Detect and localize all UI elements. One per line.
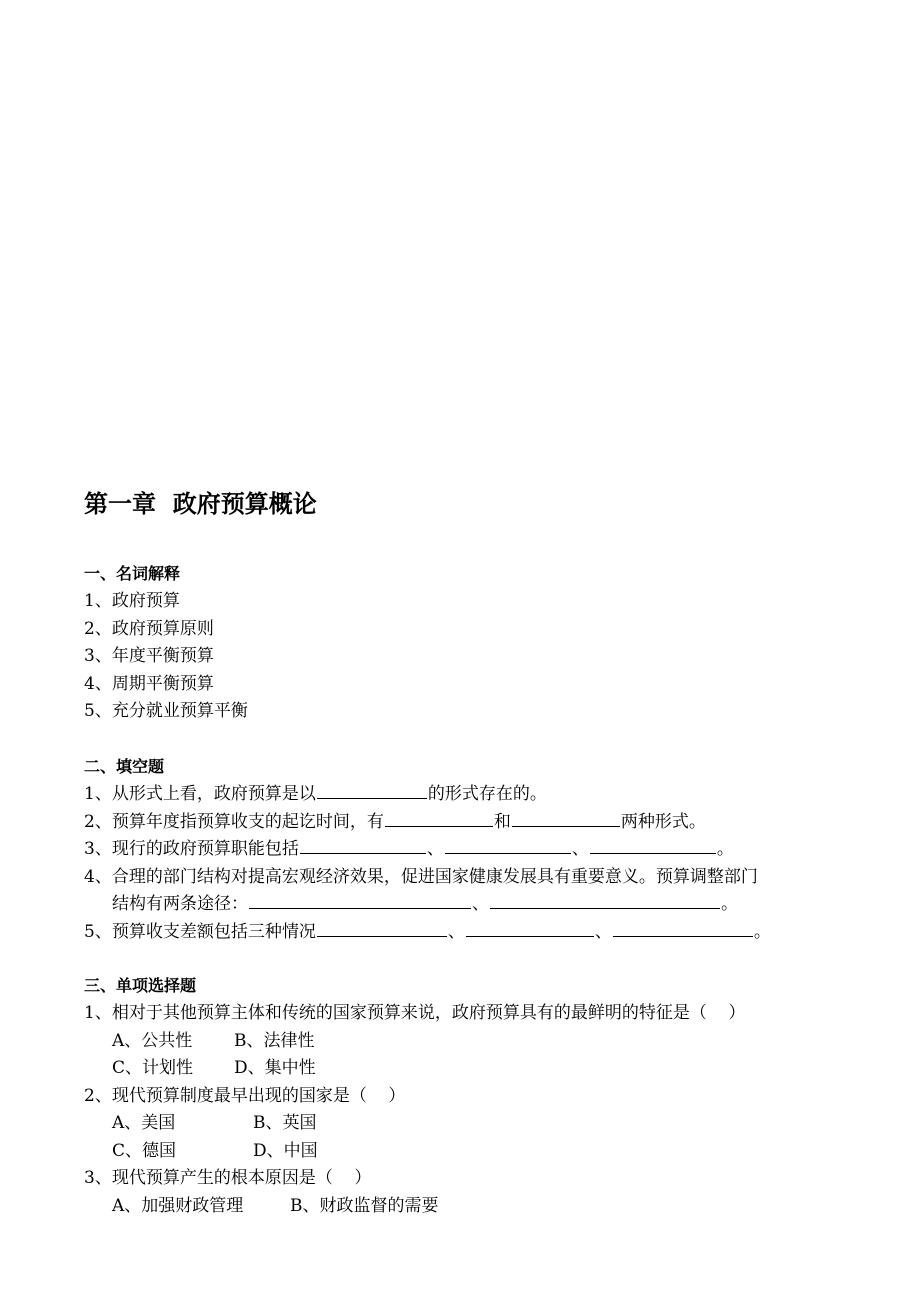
options-row	[112, 1028, 315, 1054]
term-item: 5、充分就业预算平衡	[84, 701, 248, 721]
answer-blank[interactable]	[300, 836, 426, 854]
section-heading-terms: 一、名词解释	[84, 564, 181, 583]
answer-blank[interactable]	[512, 809, 620, 827]
option-a[interactable]: A、美国	[112, 1113, 176, 1133]
question-text: 1、从形式上看，政府预算是以	[84, 784, 316, 804]
separator: 、	[594, 922, 612, 942]
option-d[interactable]: D、集中性	[234, 1058, 316, 1078]
term-item: 4、周期平衡预算	[84, 674, 214, 694]
separator: 、	[426, 839, 444, 859]
options-row	[112, 1193, 439, 1219]
option-b[interactable]: B、英国	[253, 1113, 317, 1133]
fill-question-2	[84, 809, 706, 835]
options-row	[112, 1110, 317, 1136]
choice-question-1: 1、相对于其他预算主体和传统的国家预算来说，政府预算具有的最鲜明的特征是（ ）	[84, 1003, 746, 1023]
separator: 、	[472, 894, 489, 914]
question-text: 。	[716, 839, 734, 859]
question-text: 两种形式。	[620, 812, 706, 832]
separator: 、	[447, 922, 465, 942]
options-row	[112, 1055, 316, 1081]
option-b[interactable]: B、法律性	[234, 1031, 315, 1051]
fill-question-5	[84, 919, 771, 945]
section-heading-single-choice: 三、单项选择题	[84, 976, 197, 995]
question-text: 5、预算收支差额包括三种情况	[84, 922, 316, 942]
answer-blank[interactable]	[385, 809, 493, 827]
option-c[interactable]: C、德国	[112, 1141, 177, 1161]
answer-blank[interactable]	[249, 891, 471, 909]
term-item: 3、年度平衡预算	[84, 646, 214, 666]
fill-question-4-line1: 4、合理的部门结构对提高宏观经济效果，促进国家健康发展具有重要意义。预算调整部门	[84, 867, 758, 887]
answer-blank[interactable]	[445, 836, 571, 854]
fill-question-3	[84, 836, 734, 862]
question-text: 和	[493, 812, 511, 832]
answer-blank[interactable]	[466, 919, 594, 937]
fill-question-1	[84, 781, 547, 807]
answer-blank[interactable]	[590, 836, 716, 854]
choice-question-2: 2、现代预算制度最早出现的国家是（ ）	[84, 1086, 406, 1106]
answer-blank[interactable]	[317, 919, 447, 937]
option-a[interactable]: A、加强财政管理	[112, 1196, 244, 1216]
question-text: 的形式存在的。	[427, 784, 547, 804]
options-row	[112, 1138, 318, 1164]
answer-blank[interactable]	[490, 891, 720, 909]
answer-blank[interactable]	[613, 919, 753, 937]
chapter-title: 第一章 政府预算概论	[84, 490, 317, 518]
question-text: 结构有两条途径：	[112, 894, 248, 914]
choice-question-3: 3、现代预算产生的根本原因是（ ）	[84, 1168, 372, 1188]
term-item: 1、政府预算	[84, 591, 180, 611]
question-text: 2、预算年度指预算收支的起讫时间，有	[84, 812, 384, 832]
option-d[interactable]: D、中国	[253, 1141, 318, 1161]
term-item: 2、政府预算原则	[84, 619, 214, 639]
option-a[interactable]: A、公共性	[112, 1031, 193, 1051]
question-text: 。	[753, 922, 771, 942]
answer-blank[interactable]	[317, 781, 427, 799]
separator: 、	[571, 839, 589, 859]
option-b[interactable]: B、财政监督的需要	[290, 1196, 439, 1216]
question-text: 。	[721, 894, 738, 914]
question-text: 3、现行的政府预算职能包括	[84, 839, 299, 859]
section-heading-fill-blank: 二、填空题	[84, 757, 165, 776]
option-c[interactable]: C、计划性	[112, 1058, 194, 1078]
fill-question-4-line2	[112, 891, 738, 917]
